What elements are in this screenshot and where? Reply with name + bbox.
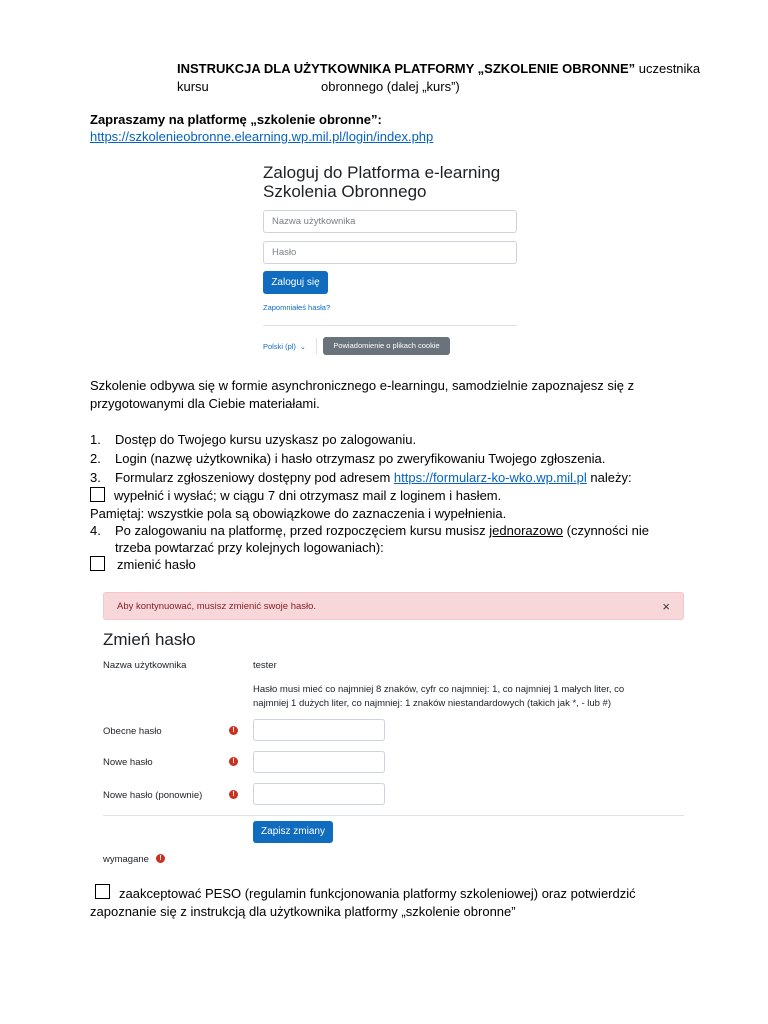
step-4-text: [115, 522, 675, 540]
username-label: Nazwa użytkownika: [103, 660, 187, 671]
username-value: tester: [253, 660, 277, 671]
title-bold: INSTRUKCJA DLA UŻYTKOWNIKA PLATFORMY „SZKOLENIE OBRONNE”: [177, 61, 636, 76]
current-password-label: Obecne hasło: [103, 726, 162, 737]
step-3-text: [115, 469, 675, 487]
fill-form-text: wypełnić i wysłać; w ciągu 7 dni otrzymasz mail z loginem i hasłem.: [114, 488, 502, 503]
step-3-post: należy:: [586, 470, 632, 485]
save-changes-button[interactable]: Zapisz zmiany: [253, 821, 333, 843]
login-title-line1: Zaloguj do Platforma e-learning: [263, 163, 501, 182]
language-selector[interactable]: [263, 342, 306, 351]
alert-text: Aby kontynuować, musisz zmienić swoje hasło.: [117, 601, 317, 612]
change-password-checkbox[interactable]: [90, 556, 105, 571]
accept-terms-line2: zapoznanie się z instrukcją dla użytkownika platformy „szkolenie obronne”: [90, 904, 516, 919]
change-password-title: Zmień hasło: [103, 630, 196, 649]
step-1-number: 1.: [90, 432, 101, 447]
step-1-text: Dostęp do Twojego kursu uzyskasz po zalogowaniu.: [115, 432, 417, 447]
step-4-pre: Po zalogowaniu na platformę, przed rozpoczęciem kursu musisz: [115, 523, 490, 538]
login-title-line2: Szkolenia Obronnego: [263, 182, 427, 201]
login-divider: [263, 325, 517, 326]
form-divider: [103, 815, 684, 816]
remember-note: Pamiętaj: wszystkie pola są obowiązkowe do zaznaczenia i wypełnienia.: [90, 506, 507, 521]
description-line1: Szkolenie odbywa się w formie asynchronicznego e-learningu, samodzielnie zapoznajesz się z: [90, 378, 635, 393]
language-separator: [316, 338, 317, 354]
required-icon: !: [229, 757, 238, 766]
repeat-password-input[interactable]: [253, 783, 385, 805]
change-password-text: zmienić hasło: [117, 557, 196, 572]
cookie-notice-button[interactable]: Powiadomienie o plikach cookie: [323, 337, 450, 355]
close-icon[interactable]: ×: [662, 599, 670, 614]
step-4-underlined: jednorazowo: [489, 523, 564, 538]
step-2-number: 2.: [90, 451, 101, 466]
new-password-input[interactable]: [253, 751, 385, 773]
new-password-label: Nowe hasło: [103, 757, 153, 768]
accept-terms-checkbox[interactable]: [95, 884, 110, 899]
chevron-down-icon: ⌄: [300, 344, 306, 351]
language-label: Polski (pl): [263, 342, 296, 351]
password-policy-line1: Hasło musi mieć co najmniej 8 znaków, cyfr co najmniej: 1, co najmniej 1 małych liter, co: [253, 684, 625, 695]
step-2-text: Login (nazwę użytkownika) i hasło otrzymasz po zweryfikowaniu Twojego zgłoszenia.: [115, 451, 606, 466]
step-3-pre: Formularz zgłoszeniowy dostępny pod adresem: [115, 470, 394, 485]
document-title-line2: obronnego (dalej „kurs”): [321, 79, 460, 94]
forgot-password-link[interactable]: Zapomniałeś hasła?: [263, 303, 331, 312]
step-4-post: (czynności nie: [563, 523, 649, 538]
description-line2: przygotowanymi dla Ciebie materiałami.: [90, 396, 320, 411]
accept-terms-line1: zaakceptować PESO (regulamin funkcjonowania platformy szkoleniowej) oraz potwierdzić: [119, 886, 636, 901]
registration-form-link[interactable]: https://formularz-ko-wko.wp.mil.pl: [393, 470, 587, 485]
repeat-password-label: Nowe hasło (ponownie): [103, 790, 203, 801]
fill-form-checkbox[interactable]: [90, 487, 105, 502]
platform-url-link[interactable]: https://szkolenieobronne.elearning.wp.mil.pl/login/index.php: [90, 129, 434, 144]
title-rest: uczestnika kursu: [177, 61, 701, 94]
current-password-input[interactable]: [253, 719, 385, 741]
password-policy-line2: najmniej 1 dużych liter, co najmniej: 1 znaków niestandardowych (takich jak *, - lub #): [253, 698, 612, 709]
step-4-line2: trzeba powtarzać przy kolejnych logowaniach):: [115, 540, 384, 555]
invite-text: Zapraszamy na platformę „szkolenie obronne”:: [90, 112, 382, 127]
required-icon: !: [229, 726, 238, 735]
username-input[interactable]: Nazwa użytkownika: [263, 210, 517, 233]
required-note: wymagane: [103, 854, 149, 865]
required-icon: !: [156, 854, 165, 863]
step-4-number: 4.: [90, 523, 101, 538]
required-icon: !: [229, 790, 238, 799]
password-input[interactable]: Hasło: [263, 241, 517, 264]
step-3-number: 3.: [90, 470, 101, 485]
login-button[interactable]: Zaloguj się: [263, 271, 328, 294]
password-alert: [103, 592, 684, 620]
